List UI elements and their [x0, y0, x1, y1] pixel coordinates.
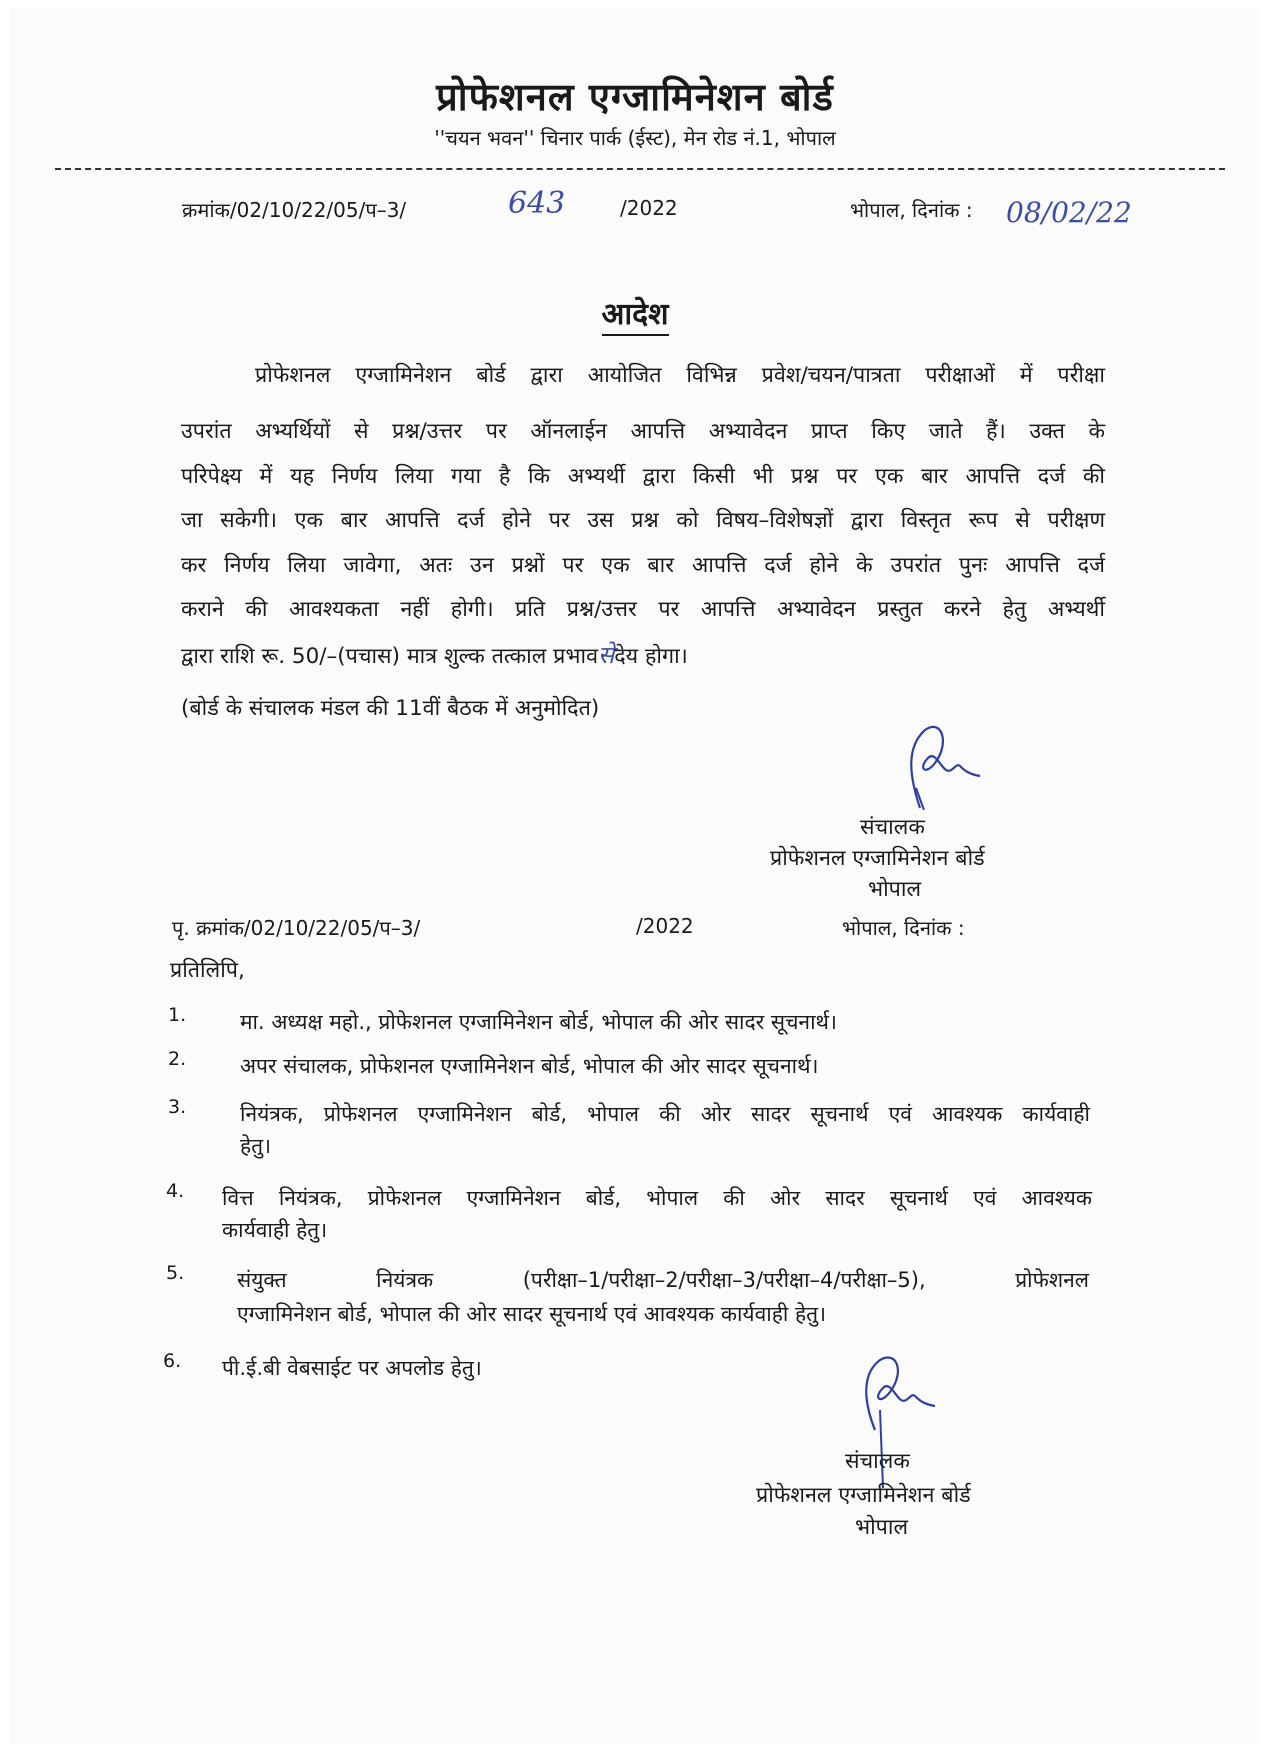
- copy-item-5-num: 5.: [166, 1262, 185, 1284]
- org-title: प्रोफेशनल एग्जामिनेशन बोर्ड: [436, 75, 834, 119]
- copy-item-4-num: 4.: [166, 1180, 185, 1202]
- signatory-org-2: प्रोफेशनल एग्जामिनेशन बोर्ड: [756, 1483, 971, 1508]
- signature-1: [880, 718, 1000, 818]
- copy-item-6-num: 6.: [163, 1350, 182, 1372]
- body-line-4: जा सकेगी। एक बार आपत्ति दर्ज होने पर उस प्रश्न को विषय–विशेषज्ञों द्वारा विस्तृत रूप से परीक्षण: [181, 508, 1105, 533]
- copy-item-1-text: मा. अध्यक्ष महो., प्रोफेशनल एग्जामिनेशन बोर्ड, भोपाल की ओर सादर सूचनार्थ।: [240, 1010, 837, 1034]
- copy-item-3-num: 3.: [168, 1096, 187, 1118]
- body-line-5: कर निर्णय लिया जावेगा, अतः उन प्रश्नों पर एक बार आपत्ति दर्ज होने के उपरांत पुनः आपत्ति दर्ज: [181, 553, 1105, 578]
- signatory-place-2: भोपाल: [855, 1515, 909, 1540]
- org-address: ''चयन भवन'' चिनार पार्क (ईस्ट), मेन रोड नं.1, भोपाल: [434, 126, 836, 150]
- copy-item-6-text: पी.ई.बी वेबसाईट पर अपलोड हेतु।: [222, 1356, 482, 1380]
- body-line-1: प्रोफेशनल एग्जामिनेशन बोर्ड द्वारा आयोजित विभिन्न प्रवेश/चयन/पात्रता परीक्षाओं में परीक्षा: [255, 363, 1105, 388]
- copy-item-4-line-2: कार्यवाही हेतु।: [222, 1218, 328, 1242]
- order-year: /2022: [620, 196, 678, 220]
- copy-ref-year: /2022: [636, 914, 694, 938]
- copy-item-5-line-2: एग्जामिनेशन बोर्ड, भोपाल की ओर सादर सूचनार्थ एवं आवश्यक कार्यवाही हेतु।: [237, 1302, 827, 1326]
- body-line-3: परिपेक्ष्य में यह निर्णय लिया गया है कि अभ्यर्थी द्वारा किसी भी प्रश्न पर एक बार आपत्ति दर्ज की: [181, 464, 1105, 489]
- body-line-2: उपरांत अभ्यर्थियों से प्रश्न/उत्तर पर ऑनलाईन आपत्ति अभ्यावेदन प्राप्त किए जाते हैं। उक्त के: [181, 419, 1105, 444]
- copy-item-2-text: अपर संचालक, प्रोफेशनल एग्जामिनेशन बोर्ड, भोपाल की ओर सादर सूचनार्थ।: [240, 1054, 819, 1078]
- order-number-prefix: क्रमांक/02/10/22/05/प–3/: [182, 198, 407, 222]
- body-line-7-end: देय होगा।: [614, 644, 688, 669]
- copy-item-3-line-1: नियंत्रक, प्रोफेशनल एग्जामिनेशन बोर्ड, भोपाल की ओर सादर सूचनार्थ एवं आवश्यक कार्यवाही: [240, 1102, 1090, 1126]
- copy-to-label: प्रतिलिपि,: [170, 958, 245, 983]
- handwritten-correction: से: [598, 641, 615, 669]
- order-heading: आदेश: [0, 292, 1270, 333]
- signatory-org-1: प्रोफेशनल एग्जामिनेशन बोर्ड: [770, 846, 985, 871]
- signatory-designation-2: संचालक: [845, 1449, 910, 1474]
- copy-item-1-num: 1.: [168, 1004, 187, 1026]
- order-number-handwritten: 643: [508, 186, 566, 221]
- document-page: [10, 8, 1260, 1743]
- body-line-7-start: द्वारा राशि रू. 50/–(पचास) मात्र शुल्क तत्काल प्रभाव: [181, 644, 599, 669]
- header-divider: [55, 168, 1225, 170]
- copy-item-3-line-2: हेतु।: [240, 1134, 272, 1158]
- copy-item-2-num: 2.: [168, 1048, 187, 1070]
- signatory-place-1: भोपाल: [868, 877, 922, 902]
- approval-note: (बोर्ड के संचालक मंडल की 11वीं बैठक में अनुमोदित): [181, 696, 600, 721]
- date-handwritten: 08/02/22: [1006, 196, 1132, 229]
- place-date-label: भोपाल, दिनांक :: [850, 198, 973, 222]
- body-line-7: [181, 638, 688, 671]
- copy-item-5-line-1: संयुक्त नियंत्रक (परीक्षा–1/परीक्षा–2/परीक्षा–3/परीक्षा–4/परीक्षा–5), प्रोफेशनल: [237, 1268, 1089, 1292]
- body-line-6: कराने की आवश्यकता नहीं होगी। प्रति प्रश्न/उत्तर पर आपत्ति अभ्यावेदन प्रस्तुत करने हेतु अभ्यर्थी: [181, 597, 1105, 622]
- copy-ref-date-label: भोपाल, दिनांक :: [842, 916, 965, 940]
- signatory-designation-1: संचालक: [860, 815, 925, 840]
- copy-ref-prefix: पृ. क्रमांक/02/10/22/05/प–3/: [172, 916, 421, 940]
- copy-item-4-line-1: वित्त नियंत्रक, प्रोफेशनल एग्जामिनेशन बोर्ड, भोपाल की ओर सादर सूचनार्थ एवं आवश्यक: [222, 1186, 1092, 1210]
